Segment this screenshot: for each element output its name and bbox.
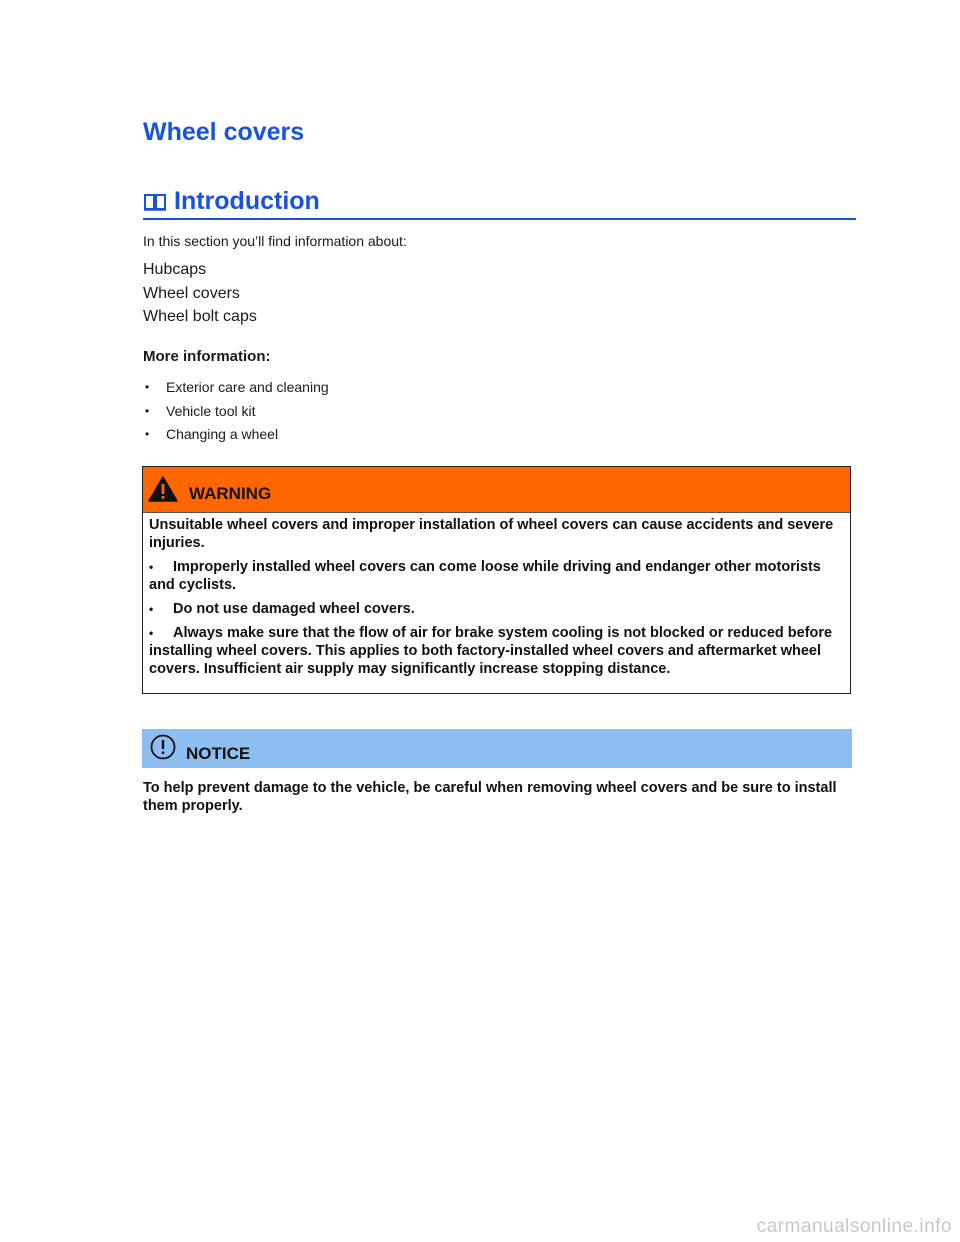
more-info-link-exterior-care[interactable]: • Exterior care and cleaning (143, 376, 329, 400)
warning-body (143, 513, 850, 678)
notice-label: NOTICE (186, 744, 251, 763)
topic-item-wheel-bolt-caps[interactable]: Wheel bolt caps (143, 308, 257, 325)
warning-box (142, 466, 851, 694)
intro-text: In this section you’ll find information about: (143, 233, 407, 249)
section-title: Introduction (174, 187, 320, 215)
notice-text: To help prevent damage to the vehicle, be careful when removing wheel covers and be sure to install them properly. (143, 780, 837, 814)
more-info-heading: More information: (143, 348, 271, 365)
page-title: Wheel covers (143, 118, 305, 146)
more-info-list (143, 376, 329, 447)
warning-bullet-text: Improperly installed wheel covers can come loose while driving and endanger other motorists and cyclists. (149, 559, 821, 593)
topic-item-hubcaps[interactable]: Hubcaps (143, 261, 207, 278)
warning-intro: Unsuitable wheel covers and improper installation of wheel covers can cause accidents and severe injuries. (149, 517, 834, 551)
exclamation-circle-icon (150, 734, 176, 760)
warning-bullet-text: Do not use damaged wheel covers. (173, 601, 415, 617)
warning-bullet (149, 558, 843, 594)
warning-label: WARNING (189, 484, 272, 503)
bullet-icon: • (149, 602, 154, 616)
warning-triangle-icon (148, 476, 178, 502)
bullet-icon: • (149, 560, 154, 574)
bullet-icon: • (149, 626, 154, 640)
topic-item-wheel-covers[interactable]: Wheel covers (143, 284, 240, 302)
warning-bullet-text: Always make sure that the flow of air for brake system cooling is not blocked or reduced before installing wheel covers. This applies to both factory-installed wheel covers and aftermarket wheel covers. Insufficient air supply may significantly increase stopping distance. (149, 625, 833, 677)
book-icon (143, 192, 167, 212)
more-info-link-changing-wheel[interactable]: • Changing a wheel (143, 423, 329, 447)
warning-bullet-list (149, 558, 843, 678)
warning-bullet (149, 600, 843, 618)
more-info-link-vehicle-tool-kit[interactable]: • Vehicle tool kit (143, 400, 329, 424)
section-header (143, 184, 856, 220)
watermark: carmanualsonline.info (756, 1216, 952, 1237)
notice-bar (142, 729, 852, 768)
warning-header (143, 467, 850, 513)
topic-list (143, 258, 257, 329)
warning-bullet (149, 624, 843, 678)
